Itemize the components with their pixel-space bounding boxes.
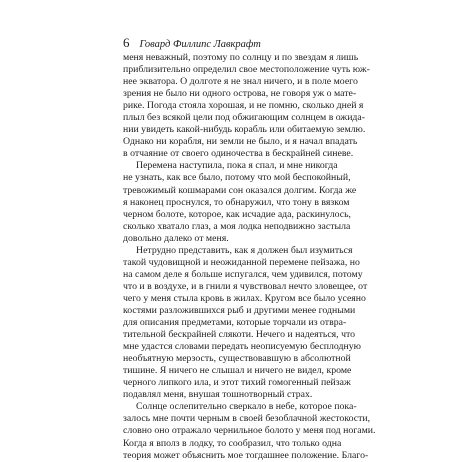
text-line: Солнце ослепительно сверкало в небе, которое пока- bbox=[136, 401, 357, 413]
text-line: довольно далеко от меня. bbox=[123, 232, 229, 244]
text-line: черного липкого ила, и этот тихий гомогенный пейзаж bbox=[123, 377, 351, 389]
text-line: плыл без всякой цели под обжигающим солнцем в ожида- bbox=[123, 112, 366, 124]
text-line: что и в воздухе, и в гнили я чувствовал нечто зловещее, от bbox=[123, 280, 368, 292]
text-line: подавлял меня, внушая тошнотворный страх. bbox=[123, 389, 313, 401]
text-line: Когда я вполз в лодку, то сообразил, что только одна bbox=[123, 437, 342, 449]
text-line: в отчаяние от своего одиночества в бескрайней синеве. bbox=[123, 148, 354, 160]
text-line: Перемена наступила, пока я спал, и мне никогда bbox=[136, 160, 338, 172]
text-line: меня неважный, поэтому по солнцу и по звездам я лишь bbox=[123, 52, 359, 63]
text-line: не узнать, как все было, потому что мой беспокойный, bbox=[123, 172, 351, 184]
text-line: мне удастся словами передать неописуемую бесплодную bbox=[123, 341, 361, 353]
text-line: для описания предметами, которые торчали из отвра- bbox=[123, 317, 347, 329]
paragraph bbox=[123, 244, 368, 402]
text-line: Нетрудно представить, как я должен был изумиться bbox=[136, 244, 353, 256]
running-header bbox=[123, 34, 261, 48]
text-line: черном болоте, которое, как исчадие ада, раскинулось, bbox=[123, 208, 352, 220]
text-line: теория может объяснить мое тогдашнее положение. Благо- bbox=[123, 449, 369, 461]
body-text bbox=[123, 52, 376, 462]
page-number: 6 bbox=[123, 35, 130, 50]
text-line: на самом деле я больше испугался, чем удивился, потому bbox=[123, 268, 363, 280]
text-line: я наконец проснулся, то обнаружил, что тону в вязком bbox=[123, 196, 350, 208]
text-line: нее экватора. О долготе я не знал ничего, и в поле моего bbox=[123, 76, 358, 88]
text-line: сколько хватало глаз, а моя лодка неподвижно застыла bbox=[123, 220, 351, 232]
text-line: такой чудовищной и неожиданной перемене пейзажа, но bbox=[123, 256, 360, 268]
paragraph bbox=[123, 401, 376, 461]
running-head-author: Говард Филлипс Лавкрафт bbox=[139, 39, 261, 50]
text-line: чего у меня стыла кровь в жилах. Кругом все было усеяно bbox=[123, 292, 366, 304]
text-line: Однако ни корабля, ни земли не было, и я начал впадать bbox=[123, 136, 358, 148]
text-line: необъятную мерзость, существовавшую в абсолютной bbox=[123, 353, 351, 365]
text-line: тительной бескрайней слякоти. Нечего и надеяться, что bbox=[123, 329, 356, 341]
text-line: приблизительно определил свое местоположение чуть юж- bbox=[123, 64, 370, 76]
text-line: тревожимый кошмарами сон оказался долгим. Когда же bbox=[123, 184, 357, 196]
text-line: нии увидеть какой-нибудь корабль или обитаемую землю. bbox=[123, 124, 366, 136]
text-line: тишине. Я ничего не слышал и ничего не видел, кроме bbox=[123, 365, 352, 377]
text-line: костями разложившихся рыб и другими менее годными bbox=[123, 304, 356, 316]
paragraph bbox=[123, 160, 357, 244]
text-line: залось мне почти черным в своей безоблачной жестокости, bbox=[123, 413, 371, 425]
text-line: зрения не было ни одного острова, не говоря уж о мате- bbox=[123, 88, 357, 100]
paragraph bbox=[123, 52, 370, 160]
text-line: словно оно отражало чернильное болото у меня под ногами. bbox=[123, 425, 376, 437]
text-line: рике. Погода стояла хорошая, и не помню, сколько дней я bbox=[123, 100, 364, 112]
